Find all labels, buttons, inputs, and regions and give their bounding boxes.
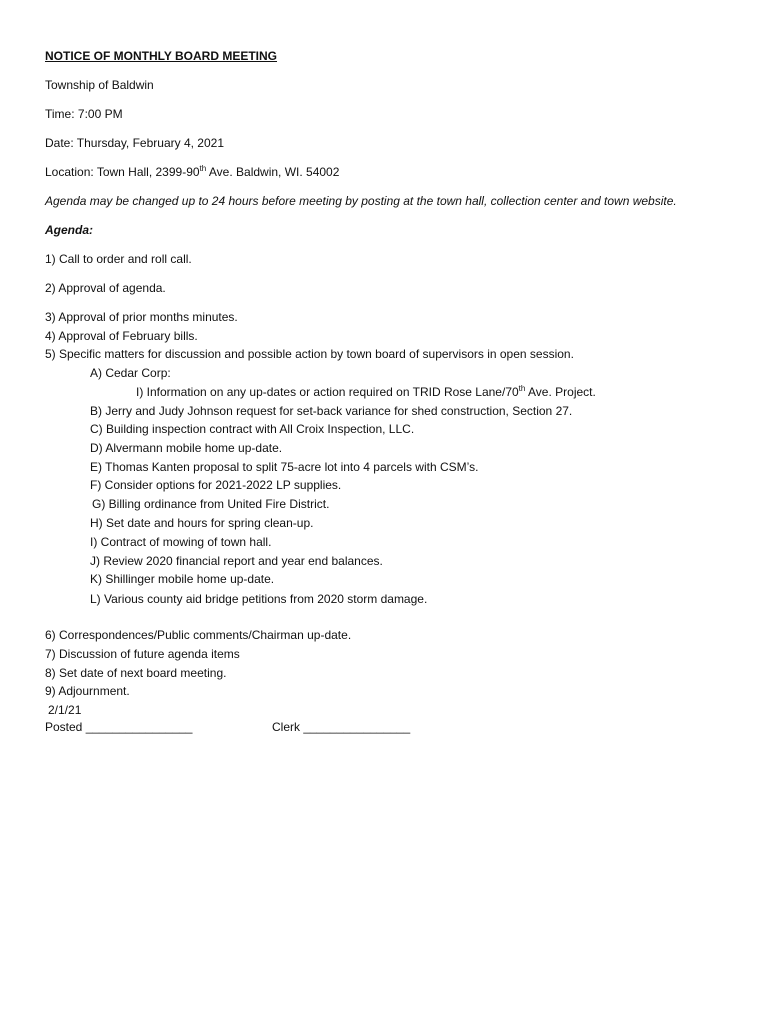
agenda-item-2: 2) Approval of agenda. [45,281,166,295]
location-text-end: Ave. Baldwin, WI. 54002 [206,165,340,179]
notice-title: NOTICE OF MONTHLY BOARD MEETING [45,49,278,63]
sub-item-b: B) Jerry and Judy Johnson request for set-back variance for shed construction, Section 27. [90,404,573,418]
sub-item-l: L) Various county aid bridge petitions from 2020 storm damage. [90,592,428,606]
agenda-item-3: 3) Approval of prior months minutes. [45,310,238,324]
posted-date: 2/1/21 [48,703,82,717]
agenda-item-8: 8) Set date of next board meeting. [45,666,227,680]
sub-item-d: D) Alvermann mobile home up-date. [90,441,283,455]
sub-item-a1-end: Ave. Project. [525,385,596,399]
agenda-item-1: 1) Call to order and roll call. [45,252,192,266]
agenda-item-6: 6) Correspondences/Public comments/Chairman up-date. [45,628,352,642]
agenda-item-4: 4) Approval of February bills. [45,329,198,343]
meeting-date: Date: Thursday, February 4, 2021 [45,136,224,150]
clerk-signature-line: Clerk ________________ [272,720,411,734]
agenda-item-5: 5) Specific matters for discussion and possible action by town board of supervisors in open session. [45,347,574,361]
sub-item-a1-start: I) Information on any up-dates or action required on TRID Rose Lane/70 [136,385,519,399]
meeting-location [45,165,339,180]
sub-item-k: K) Shillinger mobile home up-date. [90,572,275,586]
location-superscript: th [199,164,207,173]
sub-item-g: G) Billing ordinance from United Fire District. [92,497,330,511]
township-name: Township of Baldwin [45,78,154,92]
sub-item-i: I) Contract of mowing of town hall. [90,535,272,549]
agenda-item-9: 9) Adjournment. [45,684,130,698]
agenda-item-7: 7) Discussion of future agenda items [45,647,240,661]
sub-item-c: C) Building inspection contract with All Croix Inspection, LLC. [90,422,415,436]
sub-item-e: E) Thomas Kanten proposal to split 75-acre lot into 4 parcels with CSM’s. [90,460,479,474]
sub-item-a1-superscript: th [518,384,526,393]
agenda-heading: Agenda: [45,223,93,237]
sub-item-f: F) Consider options for 2021-2022 LP supplies. [90,478,342,492]
sub-item-j: J) Review 2020 financial report and year end balances. [90,554,383,568]
posted-signature-line: Posted ________________ [45,720,193,734]
sub-item-a1 [136,385,596,400]
meeting-time: Time: 7:00 PM [45,107,123,121]
location-text-start: Location: Town Hall, 2399-90 [45,165,200,179]
sub-item-a: A) Cedar Corp: [90,366,171,380]
sub-item-h: H) Set date and hours for spring clean-up. [90,516,314,530]
agenda-note: Agenda may be changed up to 24 hours before meeting by posting at the town hall, collection center and town website. [45,194,677,208]
